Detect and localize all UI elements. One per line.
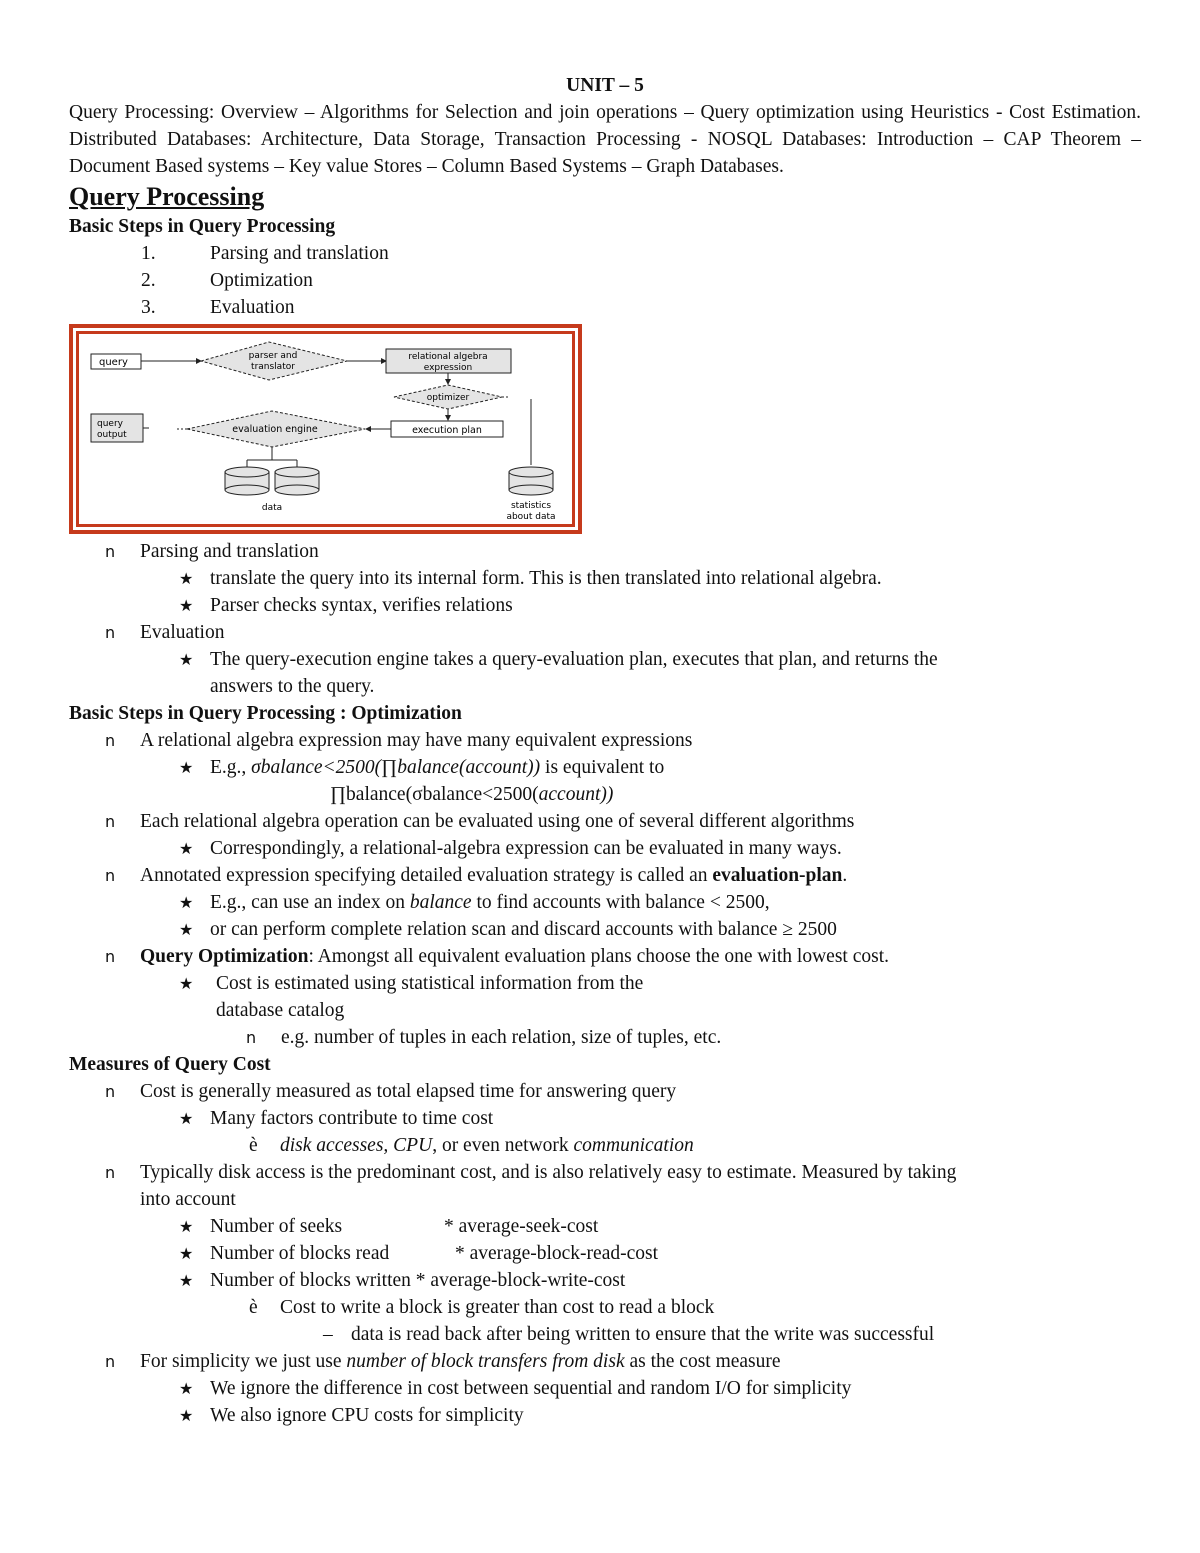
- bullet-marker: n: [105, 542, 116, 561]
- network-text: , or even network: [432, 1135, 574, 1156]
- item3-a: Annotated expression specifying detailed evaluation strategy is called an: [140, 865, 713, 886]
- step-label: Optimization: [210, 270, 313, 291]
- list-item: [69, 1402, 1141, 1429]
- eg-mid: is equivalent to: [540, 757, 665, 778]
- parsing-bullet-1: translate the query into its internal form. This is then translated into relational algebra.: [210, 568, 882, 589]
- star-bullet: ★: [179, 974, 194, 993]
- execution-plan-label: execution plan: [412, 425, 482, 436]
- blocks-read-label: Number of blocks read: [210, 1243, 390, 1264]
- query-label: query: [99, 357, 128, 368]
- relational-algebra-label-2: expression: [423, 363, 473, 373]
- query-output-label-1: query: [97, 419, 123, 429]
- bullet-marker: n: [105, 866, 116, 885]
- query-output-label-2: output: [97, 430, 127, 440]
- star-bullet: ★: [179, 1244, 194, 1263]
- list-item: [69, 1024, 1141, 1051]
- star-bullet: ★: [179, 758, 194, 777]
- diagram-svg: [79, 334, 578, 524]
- list-item: [69, 1078, 1141, 1105]
- list-item: [69, 808, 1141, 835]
- bullet-marker: n: [105, 623, 116, 642]
- step-number: 1.: [141, 243, 156, 264]
- list-item: [69, 1105, 1141, 1132]
- measures-item-1: Cost is generally measured as total elapsed time for answering query: [140, 1081, 677, 1102]
- parsing-label: Parsing and translation: [140, 541, 319, 562]
- eg-expression-1: σbalance<2500(∏balance(account)): [251, 757, 541, 778]
- list-item: [69, 619, 1141, 646]
- bullet-marker: n: [246, 1028, 257, 1047]
- item3-sub1-c: to find accounts with balance < 2500,: [471, 892, 770, 913]
- list-item: [69, 916, 1141, 943]
- list-item: [69, 727, 1141, 754]
- optimization-item-2-sub: Correspondingly, a relational-algebra expression can be evaluated in many ways.: [210, 838, 842, 859]
- step-number: 3.: [141, 297, 156, 318]
- evaluation-engine-label: evaluation engine: [232, 424, 318, 435]
- disk-cpu-term: disk accesses, CPU: [280, 1135, 433, 1156]
- data-label: data: [261, 503, 283, 513]
- evaluation-plan-term: evaluation-plan: [712, 865, 843, 886]
- list-item: [69, 754, 1141, 781]
- statistics-label-2: about data: [506, 512, 556, 522]
- list-item: [69, 889, 1141, 916]
- continuation-line: [69, 673, 1141, 700]
- seeks-label: Number of seeks: [210, 1216, 343, 1237]
- item3-c: .: [842, 865, 848, 886]
- balance-term: balance: [409, 892, 472, 913]
- relational-algebra-label-1: relational algebra: [408, 352, 488, 362]
- list-item: [69, 862, 1141, 889]
- list-item: [69, 1159, 1141, 1186]
- star-bullet: ★: [179, 920, 194, 939]
- step-number: 2.: [141, 270, 156, 291]
- parser-label-2: translator: [251, 362, 295, 372]
- syllabus-paragraph: Query Processing: Overview – Algorithms for Selection and join operations – Query optimization using Heuristics - Cost Estimation. Distributed Databases: Architecture, Data Storage, Transaction Processing - NOSQL Databases: Introduction – CAP Theorem – Document Based systems – Key value Stores – Column Based Systems – Graph Databases.: [69, 102, 1141, 177]
- query-processing-diagram: [69, 324, 582, 534]
- list-item: [69, 1375, 1141, 1402]
- data-cylinder-2: [275, 467, 319, 495]
- measures-item-3-sub2: We also ignore CPU costs for simplicity: [210, 1405, 524, 1426]
- star-bullet: ★: [179, 1271, 194, 1290]
- seeks-cost: * average-seek-cost: [444, 1216, 599, 1237]
- statistics-label-1: statistics: [510, 501, 552, 511]
- query-optimization-term: Query Optimization: [140, 946, 309, 967]
- step-item: [69, 294, 1141, 321]
- measures-item-3-sub1: We ignore the difference in cost between sequential and random I/O for simplicity: [210, 1378, 852, 1399]
- blocks-read-cost: * average-block-read-cost: [455, 1243, 659, 1264]
- list-item: [69, 970, 1141, 997]
- parser-diamond: [201, 342, 347, 380]
- measures-heading: Measures of Query Cost: [69, 1054, 271, 1075]
- item4-sub1: Cost is estimated using statistical information from the: [216, 973, 644, 994]
- optimization-heading: Basic Steps in Query Processing : Optimization: [69, 703, 462, 724]
- bullet-marker: n: [105, 1082, 116, 1101]
- write-cost: Cost to write a block is greater than cost to read a block: [280, 1297, 715, 1318]
- document-page: [69, 72, 1141, 1429]
- star-bullet: ★: [179, 893, 194, 912]
- blocks-written: Number of blocks written * average-block-write-cost: [210, 1270, 626, 1291]
- item3-sub2: or can perform complete relation scan and discard accounts with balance ≥ 2500: [210, 919, 837, 940]
- item4-sub1-cont: database catalog: [216, 1000, 345, 1021]
- evaluation-bullet-1: The query-execution engine takes a query-evaluation plan, executes that plan, and returns the: [210, 649, 938, 670]
- list-item: [69, 835, 1141, 862]
- bullet-marker: n: [105, 812, 116, 831]
- measures-item-1-sub: Many factors contribute to time cost: [210, 1108, 494, 1129]
- evaluation-label: Evaluation: [140, 622, 225, 643]
- list-item: [69, 592, 1141, 619]
- list-item: [69, 1132, 1141, 1159]
- statistics-cylinder: [509, 467, 553, 495]
- basic-steps-heading: Basic Steps in Query Processing: [69, 216, 336, 237]
- diagram-inner-frame: [76, 331, 575, 527]
- list-item: [69, 1240, 1141, 1267]
- item3-sub1-a: E.g., can use an index on: [210, 892, 410, 913]
- evaluation-bullet-1-cont: answers to the query.: [210, 676, 375, 697]
- list-item: [69, 646, 1141, 673]
- optimization-item-2: Each relational algebra operation can be evaluated using one of several different algorithms: [140, 811, 855, 832]
- star-bullet: ★: [179, 1109, 194, 1128]
- star-bullet: ★: [179, 650, 194, 669]
- continuation-line: [69, 997, 1141, 1024]
- item4-sub2: e.g. number of tuples in each relation, size of tuples, etc.: [281, 1027, 722, 1048]
- dash-bullet: –: [323, 1324, 333, 1345]
- step-label: Parsing and translation: [210, 243, 389, 264]
- star-bullet: ★: [179, 569, 194, 588]
- optimization-item-1: A relational algebra expression may have many equivalent expressions: [140, 730, 693, 751]
- step-item: [69, 267, 1141, 294]
- star-bullet: ★: [179, 1379, 194, 1398]
- measures-item-2: Typically disk access is the predominant cost, and is also relatively easy to estimate. Measured by taking: [140, 1162, 957, 1183]
- parser-label-1: parser and: [248, 351, 298, 361]
- item4-b: : Amongst all equivalent evaluation plans choose the one with lowest cost.: [308, 946, 890, 967]
- bullet-marker: n: [105, 947, 116, 966]
- measures-item-3a: For simplicity we just use: [140, 1351, 347, 1372]
- step-label: Evaluation: [210, 297, 295, 318]
- block-transfers-term: number of block transfers from disk: [346, 1351, 625, 1372]
- list-item: [69, 565, 1141, 592]
- measures-item-2-cont: into account: [140, 1189, 236, 1210]
- list-item: [69, 538, 1141, 565]
- communication-term: communication: [573, 1135, 694, 1156]
- list-item: [69, 1294, 1141, 1321]
- continuation-line: [69, 781, 1141, 808]
- eg-prefix: E.g.,: [210, 757, 252, 778]
- parsing-bullet-2: Parser checks syntax, verifies relations: [210, 595, 513, 616]
- list-item: [69, 943, 1141, 970]
- list-item: [69, 1213, 1141, 1240]
- star-bullet: ★: [179, 1217, 194, 1236]
- star-bullet: ★: [179, 1406, 194, 1425]
- measures-item-3c: as the cost measure: [624, 1351, 781, 1372]
- step-item: [69, 240, 1141, 267]
- list-item: [69, 1321, 1141, 1348]
- bullet-marker: n: [105, 1352, 116, 1371]
- list-item: [69, 1348, 1141, 1375]
- bullet-marker: n: [105, 731, 116, 750]
- list-item: [69, 1267, 1141, 1294]
- optimizer-label: optimizer: [426, 393, 470, 403]
- bullet-marker: n: [105, 1163, 116, 1182]
- data-cylinder-1: [225, 467, 269, 495]
- write-cost-sub: data is read back after being written to ensure that the write was successful: [351, 1324, 935, 1345]
- star-bullet: ★: [179, 596, 194, 615]
- continuation-line: [69, 1186, 1141, 1213]
- arrow-bullet: è: [249, 1297, 258, 1318]
- unit-title: UNIT – 5: [566, 75, 644, 96]
- eg-expression-2b: account)): [538, 784, 614, 805]
- eg-expression-2a: ∏balance(σbalance<2500(: [330, 784, 539, 805]
- arrow-bullet: è: [249, 1135, 258, 1156]
- star-bullet: ★: [179, 839, 194, 858]
- section-title: Query Processing: [69, 182, 265, 211]
